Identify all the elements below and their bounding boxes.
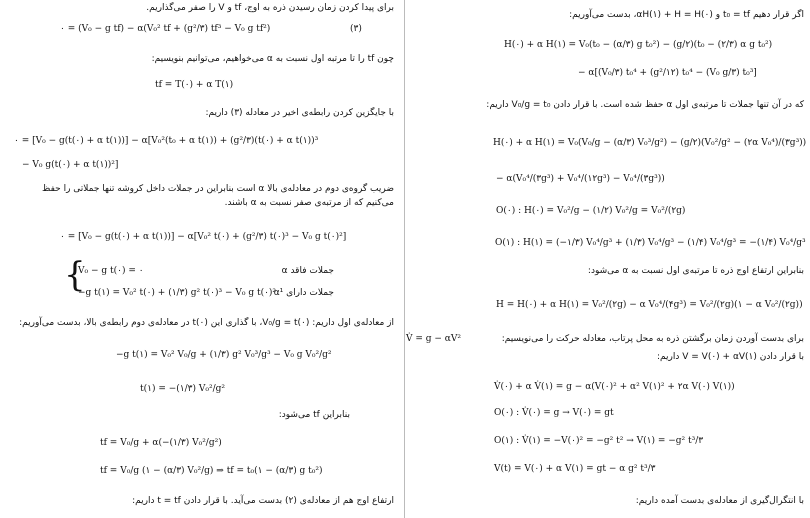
paragraph: برای پیدا کردن زمان رسیدن ذره به اوج، tf و V را صفر می‌گذاریم. (146, 3, 394, 13)
equation: H = H(۰) + α H(۱) = V₀²/(۲g) − α V₀⁴/(۴g³) = V₀²/(۲g)(۱ − α V₀²/(۲g)) (496, 300, 803, 310)
paragraph: که در آن تنها جملات تا مرتبه‌ی اول α حفظ شده است. با قرار دادن V₀/g = t₀ داریم: (486, 100, 804, 110)
equation: −g t(۱) = V₀² V₀/g + (۱/۳) g² V₀³/g³ − V₀ g V₀²/g² (116, 350, 332, 360)
paragraph: از معادله‌ی اول داریم: V₀/g = t(۰)، با گذاری این t(۰) در معادله‌ی دوم رابطه‌ی بالا، بدست می‌آوریم: (19, 318, 394, 328)
equation: − α[(V₀/۳) t₀⁴ + (g²/۱۲) t₀⁴ − (V₀ g/۳) t₀³] (578, 68, 757, 78)
equation: O(۱) : V̇(۱) = −V(۰)² = −g² t² → V(۱) = −g² t³/۳ (494, 436, 704, 446)
paragraph: ارتفاع اوج هم از معادله‌ی (۲) بدست می‌آید. با قرار دادن t = tf داریم: (132, 496, 394, 506)
equation: tf = V₀/g (۱ − (α/۳) V₀²/g) ⇒ tf = t₀(۱ − (α/۳) g t₀²) (100, 466, 323, 476)
equation: V(t) = V(۰) + α V(۱) = gt − α g² t³/۳ (494, 464, 656, 474)
paragraph: اگر قرار دهیم t₀ = tf و αH(۱) + H = H(۰)، بدست می‌آوریم: (569, 10, 804, 20)
paragraph: با جایگزین کردن رابطه‌ی اخیر در معادله (۳) داریم: (205, 108, 394, 118)
paragraph: چون tf را تا مرتبه اول نسبت به α می‌خواهیم، می‌توانیم بنویسیم: (151, 54, 394, 64)
column-divider (404, 0, 405, 518)
equation: tf = T(۰) + α T(۱) (155, 80, 234, 90)
equation: H(۰) + α H(۱) = V₀(t₀ − (α/۳) g t₀²) − (g/۲)(t₀ − (۲/۳) α g t₀²) (504, 40, 773, 50)
left-column (0, 0, 402, 518)
equation: O(۰) : V̇(۰) = g → V(۰) = gt (494, 408, 614, 418)
paragraph: بنابراین ارتفاع اوج ذره تا مرتبه‌ی اول نسبت به α می‌شود: (587, 266, 804, 276)
equation-label: جملات دارای α¹ (273, 288, 334, 298)
equation: − α(V₀⁴/(۳g³) + V₀⁴/(۱۲g³) − V₀⁴/(۳g³)) (496, 174, 665, 184)
paragraph: برای بدست آوردن زمان برگشتن ذره به محل پرتاب، معادله حرکت را می‌نویسیم: (501, 334, 804, 344)
equation: O(۰) : H(۰) = V₀²/g − (۱/۲) V₀²/g = V₀²/(۲g) (496, 206, 686, 216)
equation: O(۱) : H(۱) = (−۱/۳) V₀⁴/g³ + (۱/۳) V₀⁴/g³ − (۱/۴) V₀⁴/g³ = −(۱/۴) V₀⁴/g³ (495, 238, 806, 248)
equation: tf = V₀/g + α(−(۱/۳) V₀²/g²) (100, 438, 222, 448)
paragraph: ضریب گروه‌ی دوم در معادله‌ی بالا α است بنابراین در جملات داخل کروشه تنها جملاتی را حفظ (42, 184, 394, 194)
right-column (408, 0, 810, 518)
equation: ۰ = [V₀ − g(t(۰) + α t(۱))] − α[V₀²(t₀ + α t(۱)) + (g²/۳)(t(۰) + α t(۱))³ (14, 136, 319, 146)
paragraph: بنابراین tf می‌شود: (278, 410, 350, 420)
equation: V₀ − g t(۰) = ۰ (78, 266, 144, 276)
equation-label: جملات فاقد α (281, 266, 334, 276)
equation: −g t(۱) = V₀² t(۰) + (۱/۳) g² t(۰)³ − V₀ g t(۰)² (78, 288, 277, 298)
equation: − V₀ g(t(۰) + α t(۱))²] (22, 160, 119, 170)
equation-number: (۳) (350, 24, 362, 34)
paragraph: با قرار دادن V = V(۰) + αV(۱) داریم: (657, 352, 804, 362)
paragraph: با انتگرال‌گیری از معادله‌ی بدست آمده داریم: (635, 496, 804, 506)
equation: H(۰) + α H(۱) = V₀(V₀/g − (α/۳) V₀³/g²) − (g/۲)(V₀²/g² − (۲α V₀⁴)/(۳g³)) (493, 138, 807, 148)
equation: V̇ = g − αV² (406, 334, 461, 344)
equation: V̇(۰) + α V̇(۱) = g − α(V(۰)² + α² V(۱)² + ۲α V(۰) V(۱)) (494, 382, 735, 392)
equation: ۰ = [V₀ − g(t(۰) + α t(۱))] − α[V₀² t(۰) + (g²/۳) t(۰)³ − V₀ g t(۰)²] (60, 232, 347, 242)
paragraph: می‌کنیم که از مرتبه‌ی صفر نسبت به α باشند. (224, 198, 394, 208)
equation: t(۱) = −(۱/۳) V₀²/g² (140, 384, 225, 394)
equation: ۰ = (V₀ − g tf) − α(V₀² tf + (g²/۳) tf³ − V₀ g tf²) (60, 24, 271, 34)
system-brace: { (64, 255, 86, 295)
